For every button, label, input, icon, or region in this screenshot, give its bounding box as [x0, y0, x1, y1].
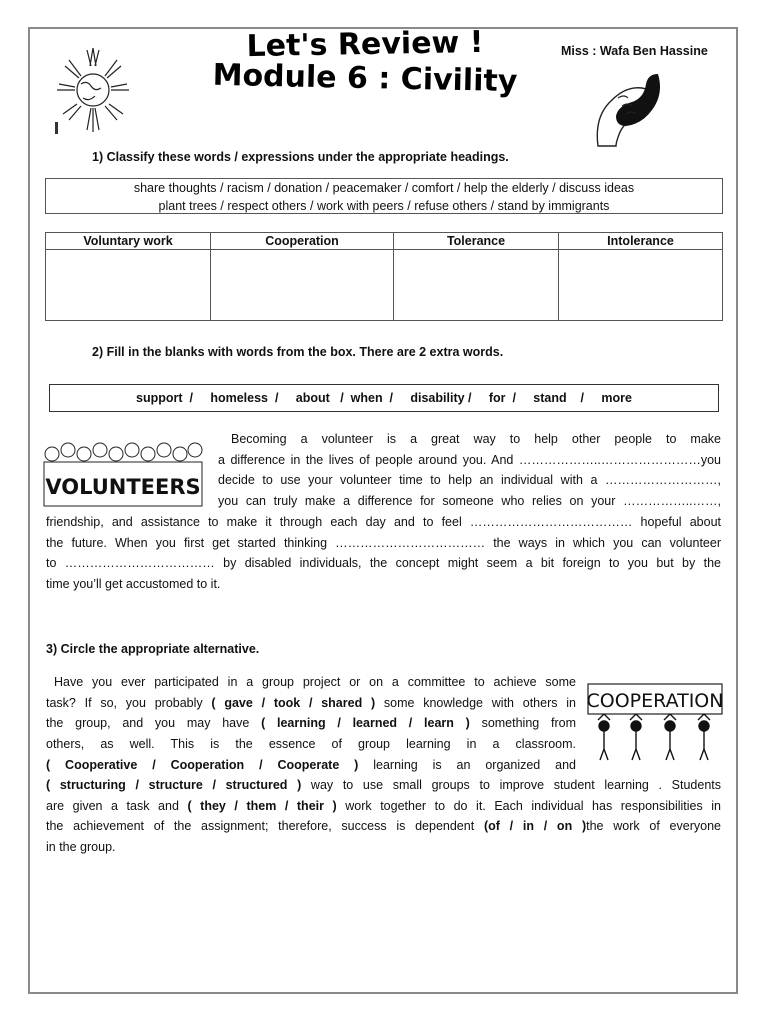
passage-2-top — [218, 429, 721, 512]
choice-group-5[interactable]: ( they / them / their ) — [187, 798, 337, 813]
answer-cell-intolerance[interactable] — [559, 250, 723, 321]
passage-3-line: in the group. — [46, 840, 116, 855]
word-box-line-2: plant trees / respect others / work with peers / refuse others / stand by immigrants — [158, 199, 610, 213]
passage-2-line: decide to use your volunteer time to help an individual with a ………………………, — [218, 473, 721, 488]
passage-3-line: Have you ever participated in a group project or on a committee to achieve some — [54, 675, 576, 689]
choice-group-4[interactable]: ( structuring / structure / structured ) — [46, 778, 302, 792]
passage-3-line: ( structuring / structure / structured ) way to use small groups to improve student learning . Students — [46, 778, 721, 792]
passage-2-line: a difference in the lives of people around you. And ………………..……………………you — [218, 452, 721, 467]
classification-table — [45, 232, 723, 321]
passage-2-line: you can truly make a difference for someone who relies on your ……………..……, — [218, 494, 721, 509]
passage-2-line: Becoming a volunteer is a great way to help other people to make — [231, 432, 721, 446]
word-box-2: support / homeless / about / when / disability / for / stand / more — [49, 384, 719, 412]
passage-3-line: are given a task and ( they / them / their ) work together to do it. Each individual has responsibilities in — [46, 798, 722, 813]
column-intolerance: Intolerance — [559, 233, 723, 250]
column-voluntary-work: Voluntary work — [46, 233, 211, 250]
passage-2-line: the future. When you first get started thinking ……………………………… the ways in which you can volunteer — [46, 535, 721, 550]
passage-3-bottom — [46, 775, 721, 858]
passage-3-line: the achievement of the assignment; therefore, success is dependent (of / in / on )the work of everyone — [46, 819, 721, 834]
choice-group-6[interactable]: (of / in / on ) — [483, 819, 587, 834]
passage-2-bottom — [46, 512, 721, 595]
passage-2-line: to ……………………………… by disabled individuals, the concept might seem a bit foreign to you but by the — [46, 556, 721, 571]
passage-3-line: others, as well. This is the essence of group learning in a classroom. — [46, 737, 576, 752]
volunteers-image — [40, 438, 206, 512]
answer-cell-voluntary-work[interactable] — [46, 250, 211, 321]
passage-3-line: task? If so, you probably ( gave / took / shared ) some knowledge with others in — [46, 695, 576, 710]
column-cooperation: Cooperation — [211, 233, 394, 250]
answer-cell-tolerance[interactable] — [394, 250, 559, 321]
globe-hands-image — [53, 40, 133, 138]
teacher-name: Miss : Wafa Ben Hassine — [561, 44, 708, 58]
word-box-1 — [45, 178, 723, 214]
column-tolerance: Tolerance — [394, 233, 559, 250]
question-3-heading: 3) Circle the appropriate alternative. — [46, 642, 260, 656]
choice-group-3[interactable]: ( Cooperative / Cooperation / Cooperate ) — [46, 757, 359, 772]
passage-3-line: ( Cooperative / Cooperation / Cooperate ) learning is an organized and — [46, 757, 577, 772]
cooperation-image — [586, 680, 726, 762]
volunteers-label: VOLUNTEERS — [45, 475, 201, 499]
passage-3-line: the group, and you may have ( learning / learned / learn ) something from — [46, 716, 576, 731]
worksheet-title — [205, 24, 525, 100]
passage-2-line: friendship, and assistance to make it through each day and to feel ………………………………… hopeful about — [46, 515, 721, 529]
passage-2-line: time you’ll get accustomed to it. — [46, 577, 221, 592]
choice-group-2[interactable]: ( learning / learned / learn ) — [261, 716, 470, 731]
title-line-1: Let's Review ! — [246, 24, 484, 65]
question-2-heading: 2) Fill in the blanks with words from the box. There are 2 extra words. — [92, 345, 504, 359]
answer-cell-cooperation[interactable] — [211, 250, 394, 321]
question-1-heading: 1) Classify these words / expressions under the appropriate headings. — [92, 150, 509, 164]
handshake-image — [588, 66, 668, 148]
title-line-2: Module 6 : Civility — [212, 57, 518, 100]
word-box-line-1: share thoughts / racism / donation / peacemaker / comfort / help the elderly / discuss ideas — [133, 181, 635, 195]
passage-3-top — [46, 672, 576, 776]
choice-group-1[interactable]: ( gave / took / shared ) — [211, 695, 376, 710]
cooperation-label: COOPERATION — [586, 690, 724, 712]
